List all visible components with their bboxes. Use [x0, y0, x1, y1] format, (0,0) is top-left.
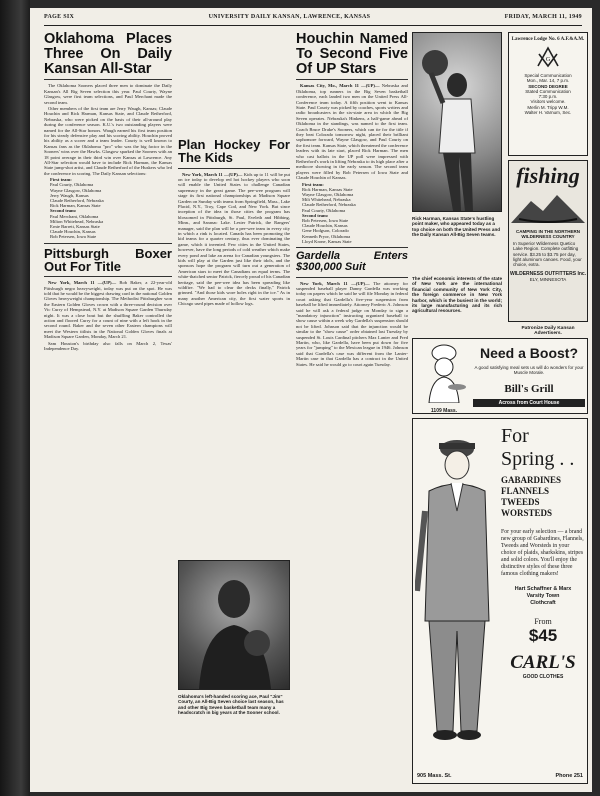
dateline: Kansas City, Mo., March 11 —(UP)—: [300, 83, 380, 89]
masthead: [44, 14, 582, 26]
bills-address: 1109 Mass.: [430, 408, 458, 414]
list-item: Claude Retherford, Nebraska: [50, 198, 104, 204]
list-item: Lloyd Krone, Kansas State: [302, 238, 352, 244]
carls-address: 905 Mass. St.: [417, 773, 452, 779]
svg-text:G: G: [545, 57, 551, 63]
carls-spring: Spring . .: [501, 448, 575, 470]
paper-name: UNIVERSITY DAILY KANSAN, LAWRENCE, KANSAS: [208, 14, 371, 20]
divider: [44, 79, 172, 80]
list-item: Milton Whitehead, Nebraska: [50, 218, 104, 224]
lodge-line: Visitors welcome.: [530, 99, 566, 105]
page-number: PAGE SIX: [44, 14, 75, 20]
lodge-line: 7:30 p.m.: [538, 94, 558, 100]
list-heading: First team:: [302, 181, 324, 187]
divider: [44, 276, 172, 277]
carls-store-name: CARL'S: [510, 652, 576, 673]
fishing-title: fishing: [516, 163, 580, 188]
divider: [296, 247, 408, 248]
dateline: New York, March 11 —(UP)—: [48, 280, 117, 286]
courty-photo-caption: Oklahoma's left-handed scoring ace, Paul "Jim" Courty, an All-Big Seven choice last season, has and other Big Seven basketball team many a headscratch in big years at the Sooner school.: [178, 694, 284, 716]
all-star-list: [50, 177, 172, 239]
list-item: Gene Hodgson, Colorado: [302, 228, 349, 234]
list-heading: Second team:: [50, 208, 77, 214]
lodge-line: Stated Communication: [525, 88, 571, 94]
fishing-city: ELY, MINNESOTA: [529, 277, 567, 283]
bills-body: A good satisfying meal sets us will do wonders for your Muscle Morale.: [474, 365, 584, 376]
dateline: New York, March 11 —(UP)—: [300, 280, 370, 286]
maker-name: Hart Schaffner & Marx: [514, 586, 572, 592]
list-item: TWEEDS: [501, 497, 540, 507]
courty-photo: [178, 560, 290, 690]
carls-clothing-ad: [412, 418, 588, 784]
list-item: Claude Houchin, Kansas: [302, 223, 348, 229]
list-item: GABARDINES: [501, 475, 562, 485]
new-york-note: The chief economic interests of the state of New York are the international financial community of New York City, the foreign commerce in New York harbor, which is the busiest in the world; its large manufacturing and its rich agricultural resources.: [412, 276, 502, 314]
headline-gardella-suit: Gardella Enters $300,000 Suit: [296, 250, 408, 274]
carls-for: For: [501, 425, 529, 447]
lawrence-lodge-ad: [508, 32, 588, 156]
column-center: [296, 32, 408, 788]
list-item: Wayne Glasgow, Oklahoma: [302, 192, 354, 198]
basketball-player-icon: [413, 33, 501, 211]
patronize-note: Patronize Daily Kansan Advertisers.: [521, 326, 575, 336]
list-item: Rick Harman, Kansas State: [302, 186, 353, 192]
divider: [296, 79, 408, 80]
list-item: Rick Harman, Kansas State: [50, 203, 101, 209]
newspaper-page: [30, 8, 592, 792]
carls-makers: [501, 586, 585, 607]
story-body: Other members of the first team are Jerry Waugh, Kansas; Claude Houchin and Rick Harman, Kansas State, and Claude Retherford, Nebraska, who were picked on the basis of their all-around play during the conference season. K.U.'s two outstanding players were named for the All-Star honors. Waugh earned his first team position for his steady defensive play and his scoring ability. Houchin proved his ability as a scorer and a team leader. Courty is well known to Kansas fans as the Oklahoma "pro" who was the big factor in the Sooners' wins over the Hawks. Glasgow sparked the Sooners with an 18 point average in their third win over Kansas at Lawrence. Any All-Star selection would have to include Rick Harman, the Kansas State jump-shot artist, and Claude Retherford of the Huskers who led the conference in scoring. The Daily Kansan selections:: [44, 105, 172, 176]
carls-copy: [501, 425, 585, 680]
bills-grill-ad: [412, 338, 588, 414]
list-item: Paul Courty, Oklahoma: [50, 182, 94, 188]
carls-from: From: [534, 617, 552, 626]
story-body: Kids up to 11 will be put on ice today to develop red hot hockey players who soon will enable the United States to challenge Canadian supremacy in the great game. The pee-wee program will stage its first national championships at Madison Square Garden on Sunday with teams from Springfield, Mass., Lake Placid, N.Y., Troy, Cape Cod, and New York. But since inception of the idea in those cities the program has blossomed in Pittsburgh, St. Paul, Eveleth and Hibbing, Minn., and Saranac Lake. Lester Patrick, the Rangers' manager, said the plan will be a pee-wee team in every city in which a rink is located. Canada has been promoting the kid teams for a quarter century, thus ever dominating the game, which it invented. Few cities in the United States, however, have the long periods of cold weather which make every pond and lake an arena for Canadian youngsters. The kids will play at the Garden just like their idols, and the sponsors hope the program will turn out a generation of American stars to meet the Canadians on equal terms. The white-thatched senior Patrick, fiercely proud of his Canadian heritage, said the pee-wee idea has been spreading like wildfire. "We had to clear the decks finally," Patrick grinned. "And those kids wore holes right in the ice." As in many another American city, the first water sports in Chicago used pipes made of hollow logs.: [178, 171, 290, 307]
headline-plan-hockey: Plan Hockey For The Kids: [178, 138, 290, 166]
list-item: Claude Retherford, Nebraska: [302, 202, 356, 208]
fishing-body: In Superior Wilderness Quetico Lake Region. Complete outfitting service. $3.25 to $3.75 per day, light aluminum canoes. Food, your choice, extra.: [513, 241, 582, 268]
dateline: New York, March 11 —(UP)—: [182, 171, 243, 177]
column-left: [44, 32, 172, 788]
list-item: Paul Courty, Oklahoma: [302, 207, 346, 213]
bills-name: Bill's Grill: [504, 383, 554, 395]
story-note: Sam Houston's birthday also falls on March 2, Texas' Independence Day.: [44, 340, 172, 352]
list-item: Ernie Barrett, Kansas State: [50, 224, 100, 230]
maker-name: Varsity Town: [526, 593, 560, 599]
carls-body: For your early selection — a brand new group of Gabardines, Flannels, Tweeds and Worsteds in your choice of plaids, sharkskins, stripes and solid colors. You'll enjoy the distinctive styles of these three famous clothing makers!: [501, 529, 584, 577]
column-middle: [178, 138, 290, 556]
headline-pittsburgh-boxer: Pittsburgh Boxer Out For Title: [44, 245, 172, 274]
chef-illustration: [419, 343, 469, 414]
canoe-scene-icon: [511, 189, 585, 223]
list-heading: First team:: [50, 177, 72, 183]
lodge-title: Lawrence Lodge No. 6 A.F.&A.M.: [511, 37, 585, 42]
headline-houchin-named: Houchin Named To Second Five Of UP Stars: [296, 32, 408, 77]
man-in-suit-illustration-icon: [415, 421, 499, 751]
fishing-footer: WILDERNESS OUTFITTERS Inc.: [509, 271, 587, 278]
story-body: Nebraska and Oklahoma, top runners in the Big Seven basketball conference, each landed two men on the United Press All-Conference team today. A fifth position went to Kansas State. Paul Courty was picked by coaches, sports writers and radio broadcasters in the six-state area in which the Big Seven operates. Nebraska's Hinkens, a half-game ahead of Oklahoma in the standings, was named to the first team. Coach Bruce Drake's Sooners, which can tie for the title if they beat Colorado tomorrow night, placed their brilliant sophomore forward, Wayne Glasgow, and Paul Courty on the first team. Kansas State, which threatened the conference leaders with its late start, placed Rick Harman. The men who cast ballots in the UP poll were impressed with Retherford's work in lifting Nebraska to its high place after a mediocre showing in the early season. The second team players were filled by Bob Petersen of Iowa State and Claude Houchin of Kansas.: [296, 83, 408, 181]
list-item: Claude Houchin, Kansas: [50, 229, 96, 235]
headline-oklahoma-all-star: Oklahoma Places Three On Daily Kansan All-Star: [44, 32, 172, 77]
lodge-line: Merlin M. Tripp W.M.: [527, 104, 569, 110]
divider: [296, 277, 408, 278]
chef-icon: [419, 343, 469, 403]
list-item: Jerry Waugh, Kansas: [50, 192, 89, 198]
list-item: WORSTEDS: [501, 508, 553, 518]
carls-phone: Phone 251: [555, 773, 583, 779]
divider: [178, 168, 290, 169]
list-item: FLANNELS: [501, 486, 550, 496]
maker-name: Clothcraft: [530, 600, 556, 606]
story-lead: The Oklahoma Sooners placed three men to dominate the Daily Kansan's All Big Seven selection this year. Paul Courty, Wayne Glasgow, were first team selections, and Paul Merchant made the second team.: [44, 83, 172, 105]
carls-store-sub: GOOD CLOTHES: [522, 674, 564, 680]
lodge-line: Mon., Mar. 14, 7 p.m.: [526, 78, 570, 84]
lodge-line: Walter H. Varnum, Sec.: [524, 110, 572, 116]
list-heading: Second team:: [302, 212, 329, 218]
issue-date: FRIDAY, MARCH 11, 1949: [504, 14, 582, 20]
fishing-sub: CAMPING IN THE NORTHERN WILDERNESS COUNTRY: [516, 229, 580, 239]
bills-tagline: Across from Court House: [473, 399, 585, 407]
divider: [44, 243, 172, 244]
story-body: The attorney for suspended baseball player Danny Gardella was working today on papers which he said he will file Monday in federal court asking that Gardella's five-year suspension from baseball be lifted immediately. Attorney Frederic A. Johnson said he will ask a federal judge on Monday to sign a "mandatory injunction" instructing organized baseball to show cause within a week why Gardella's suspension should not be lifted. Johnson said that the injunction would be similar to the "show cause" order obtained last Tuesday by suspended St. Louis Cardinal pitchers Max Lanier and Fred Martin, who, like Gardella, have been put down for five years for "jumping" to the Mexican league in 1946. Johnson said that Gardella's case was different from the Lanier-Martin case in that Gardella has a contract in the United States. He said he would go to court again Tuesday.: [296, 280, 408, 367]
harman-photo: [412, 32, 502, 212]
lodge-line: SECOND DEGREE: [528, 83, 568, 89]
list-item: Milt Whitehead, Nebraska: [302, 197, 351, 203]
carls-fabric-list: [501, 475, 585, 519]
harman-photo-caption: Rick Harman, Kansas State's hustling point maker, who appeared today as a top choice on both the United Press and the Daily Kansan All-Big Seven teams.: [412, 216, 501, 238]
lodge-line: Special Communication: [524, 73, 572, 78]
fishing-ad: [508, 160, 588, 322]
binder-edge: [0, 0, 30, 796]
up-all-star-list: [302, 182, 408, 244]
bills-headline: Need a Boost?: [479, 345, 578, 361]
carls-price: $45: [528, 626, 558, 645]
list-item: Paul Merchant, Oklahoma: [50, 213, 99, 219]
list-item: Bob Petersen, Iowa State: [302, 218, 349, 224]
story-body: Bob Baker, a 22-year-old Pittsburgh negro heavyweight, today was put on the spot. He was told that he would be the biggest drawing card in the national Golden Gloves heavyweight championship. The Methodist Pittsburgher won the Eastern Golden Gloves crown with a three-round decision over Vic Curry of Hempstead, N.Y. at Madison Square Garden Thursday night. It was a close bout but the shuffling Baker controlled the action and floored Curry for a count of nine with a left hook in the second round. Baker and the seven other Eastern champions will meet the Western titlists in the National Golden Gloves finals at Madison Square Garden, Monday, March 21.: [44, 280, 172, 340]
list-item: Wayne Glasgow, Oklahoma: [50, 187, 102, 193]
player-silhouette-icon: [179, 561, 289, 689]
masonic-emblem-icon: [535, 46, 561, 68]
list-item: Kenneth Pryor, Oklahoma: [302, 233, 351, 239]
list-item: Bob Petersen, Iowa State: [50, 234, 97, 240]
